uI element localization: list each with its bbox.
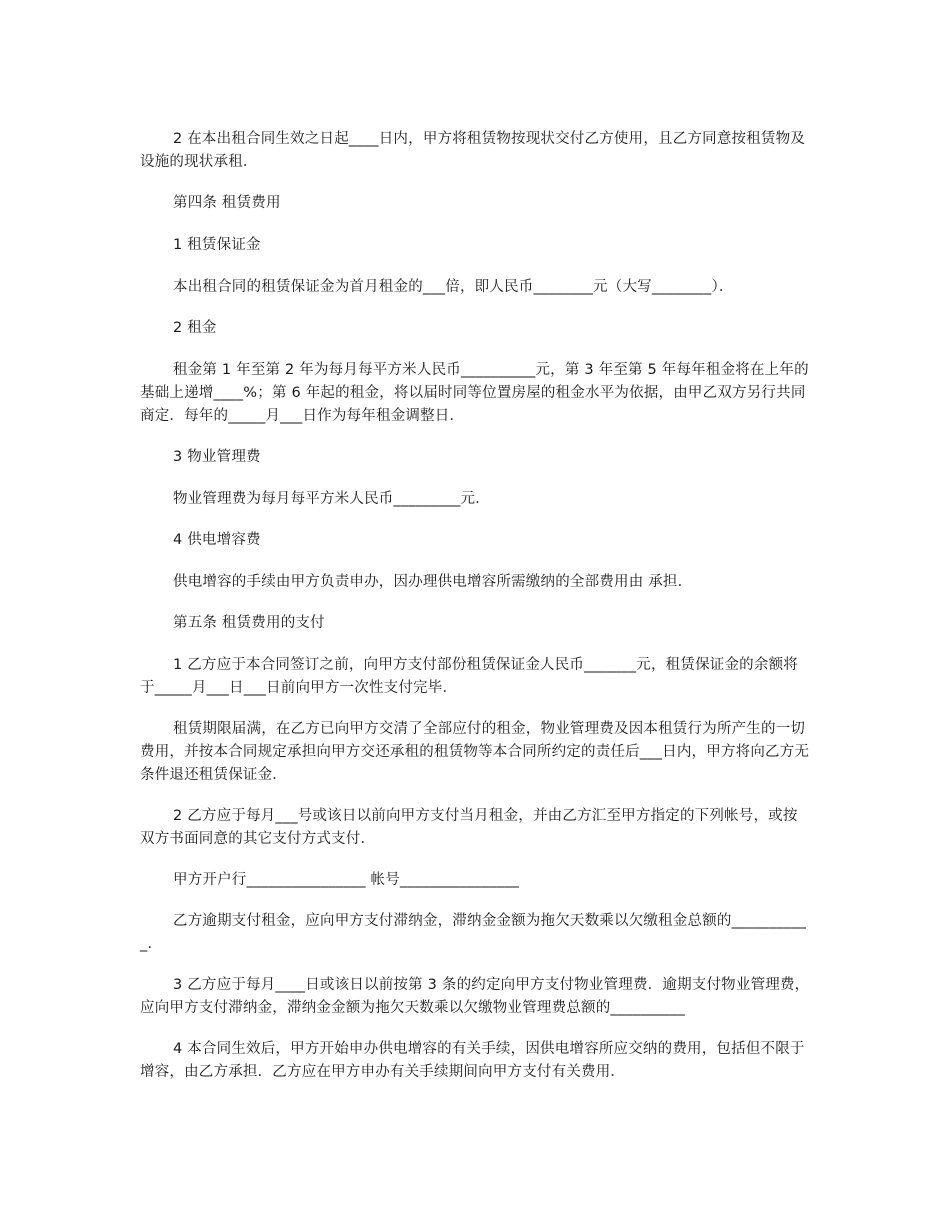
clause-paragraph-deposit-payment: 1 乙方应于本合同签订之前，向甲方支付部份租赁保证金人民币_______元，租赁保证金的余额将于_____月___日___日前向甲方一次性支付完毕． (140, 657, 798, 696)
subheading-property-fee: 3 物业管理费 (173, 449, 261, 465)
subheading-power-capacity: 4 供电增容费 (173, 532, 261, 548)
clause-paragraph-property-fee-payment: 3 乙方应于每月____日或该日以前按第 3 条的约定向甲方支付物业管理费．逾期支付物业管理费，应向甲方支付滞纳金，滞纳金金额为拖欠天数乘以欠缴物业管理费总额的__________ (140, 977, 810, 1016)
clause-paragraph-power-capacity-fees: 4 本合同生效后，甲方开始申办供电增容的有关手续，因供电增容所应交纳的费用，包括但不限于增容，由乙方承担．乙方应在甲方申办有关手续期间向甲方支付有关费用． (140, 1041, 805, 1080)
clause-paragraph-deposit: 本出租合同的租赁保证金为首月租金的___倍，即人民币________元（大写________）． (173, 279, 734, 295)
clause-paragraph-rent: 租金第 1 年至第 2 年为每月每平方米人民币__________元，第 3 年至第 5 年每年租金将在上年的基础上递增____%；第 6 年起的租金，将以届时同等位置房屋的租金水平为依据，由甲乙双方另行共同商定．每年的_____月___日作为每年租金调整日． (140, 362, 809, 424)
subheading-deposit: 1 租赁保证金 (173, 237, 261, 253)
clause-paragraph-power-capacity: 供电增容的手续由甲方负责申办，因办理供电增容所需缴纳的全部费用由 承担． (173, 574, 693, 590)
clause-paragraph-delivery: 2 在本出租合同生效之日起____日内，甲方将租赁物按现状交付乙方使用，且乙方同意按租赁物及设施的现状承租． (140, 131, 806, 170)
bank-account-line: 甲方开户行________________ 帐号________________ (173, 872, 520, 888)
clause-paragraph-rent-late-fee: 乙方逾期支付租金，应向甲方支付滞纳金，滞纳金金额为拖欠天数乘以欠缴租金总额的___________． (140, 913, 807, 952)
clause-paragraph-deposit-refund: 租赁期限届满，在乙方已向甲方交清了全部应付的租金，物业管理费及因本租赁行为所产生的一切费用，并按本合同规定承担向甲方交还承租的租赁物等本合同所约定的责任后___日内，甲方将向乙方无条件退还租赁保证金． (140, 721, 810, 783)
document-page (140, 128, 810, 1102)
article-heading-rental-fees: 第四条 租赁费用 (173, 195, 281, 211)
clause-paragraph-monthly-rent: 2 乙方应于每月___号或该日以前向甲方支付当月租金，并由乙方汇至甲方指定的下列帐号，或按双方书面同意的其它支付方式支付． (140, 808, 798, 847)
subheading-rent: 2 租金 (173, 320, 217, 336)
clause-paragraph-property-fee: 物业管理费为每月每平方米人民币_________元． (173, 491, 490, 507)
article-heading-payment: 第五条 租赁费用的支付 (173, 615, 325, 631)
